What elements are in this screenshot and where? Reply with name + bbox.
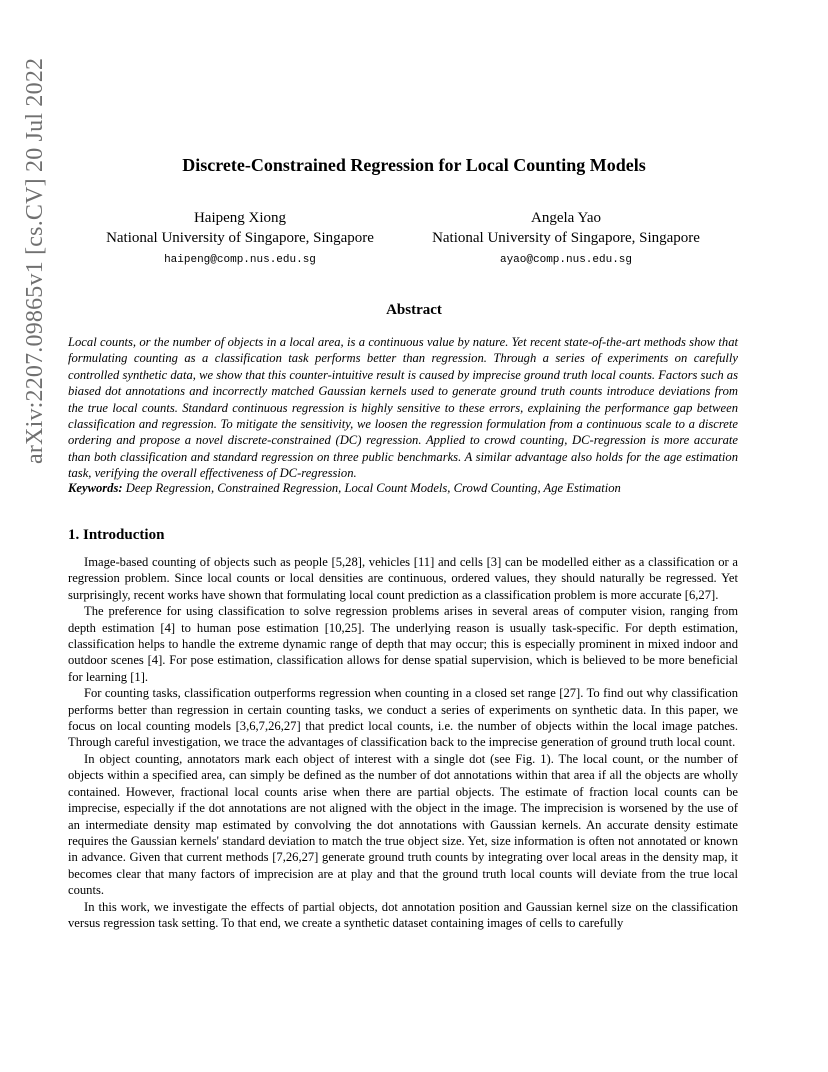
paragraph: In object counting, annotators mark each object of interest with a single dot (see Fig. 1). The local count, or the number of objects within a specified area, can simply be defined as the number of dot annotations within that area if all the objects are wholly contained. However, fractional local counts arise when there are partial objects. The estimate of fraction local counts can be imprecise, especially if the dot annotations are not aligned with the object in the image. The imprecision is worsened by the use of an intermediate density map estimated by convolving the dot annotations with Gaussian kernels. An accurate density estimate requires the Gaussian kernels' standard deviation to match the true object size. Yet, size information is often not annotated or known in advance. Given that current methods [7,26,27] generate ground truth counts by integrating over local areas in the density map, it becomes clear that many factors of imprecision are at play and that the ground truth local counts will deviate from the true local counts.	[68, 751, 738, 898]
body-text	[68, 554, 738, 931]
author-affiliation: National University of Singapore, Singapore	[106, 230, 374, 246]
author-email[interactable]: ayao@comp.nus.edu.sg	[499, 254, 633, 266]
author-block	[90, 208, 390, 270]
author-name: Angela Yao	[531, 210, 601, 226]
paragraph: Image-based counting of objects such as people [5,28], vehicles [11] and cells [3] can be modelled either as a classification or a regression problem. Since local counts or local densities are continuous, ordered values, they should naturally be regressed. Yet surprisingly, recent works have shown that formulating local count prediction as a classification problem is more accurate [6,27].	[68, 555, 738, 602]
author-email[interactable]: haipeng@comp.nus.edu.sg	[164, 254, 316, 266]
paragraph: For counting tasks, classification outperforms regression when counting in a closed set range [27]. To find out why classification performs better than regression in certain counting tasks, we conduct a series of experiments on synthetic data. In this paper, we focus on local counting models [3,6,7,26,27] that predict local counts, i.e. the number of objects within the local image patches. Through careful investigation, we trace the advantages of classification back to the imprecise generation of ground truth local count.	[68, 686, 738, 750]
section-heading: 1. Introduction	[68, 527, 165, 543]
paragraph: The preference for using classification to solve regression problems arises in several areas of computer vision, ranging from depth estimation [4] to human pose estimation [10,25]. The underlying reason is usually task-specific. For depth estimation, classification helps to handle the extreme dynamic range of depth that may occur; this is especially prominent in mixed indoor and outdoor scenes [4]. For pose estimation, classification allows for dense spatial supervision, which is believed to be more beneficial for learning [1].	[68, 604, 738, 684]
abstract-heading: Abstract	[386, 302, 442, 318]
author-affiliation: National University of Singapore, Singapore	[432, 230, 700, 246]
paragraph: In this work, we investigate the effects of partial objects, dot annotation position and Gaussian kernel size on the classification versus regression task setting. To that end, we create a synthetic dataset containing images of cells to carefully	[68, 899, 738, 930]
abstract-text: Local counts, or the number of objects in a local area, is a continuous value by nature. Yet recent state-of-the-art methods show that formulating counting as a classification task performs better than regression. Through a series of experiments on carefully controlled synthetic data, we show that this counter-intuitive result is caused by imprecise ground truth local counts. Factors such as biased dot annotations and incorrectly matched Gaussian kernels used to generate ground truth counts introduce deviations from the true local counts. Standard continuous regression is highly sensitive to these errors, explaining the performance gap between classification and regression. To mitigate the sensitivity, we loosen the regression formulation from a continuous scale to a discrete ordering and propose a novel discrete-constrained (DC) regression. Applied to crowd counting, DC-regression is more accurate than both classification and standard regression on three public benchmarks. A similar advantage also holds for the age estimation task, verifying the overall effectiveness of DC-regression.	[68, 335, 738, 481]
keywords-text: Deep Regression, Constrained Regression, Local Count Models, Crowd Counting, Age Estimation	[125, 481, 621, 495]
author-name: Haipeng Xiong	[193, 210, 287, 226]
keywords-line	[68, 481, 738, 496]
paper-title: Discrete-Constrained Regression for Local Counting Models	[182, 155, 646, 175]
arxiv-identifier[interactable]: arXiv:2207.09865v1 [cs.CV] 20 Jul 2022	[22, 57, 48, 464]
author-block	[418, 208, 714, 270]
keywords-label: Keywords:	[68, 481, 123, 495]
